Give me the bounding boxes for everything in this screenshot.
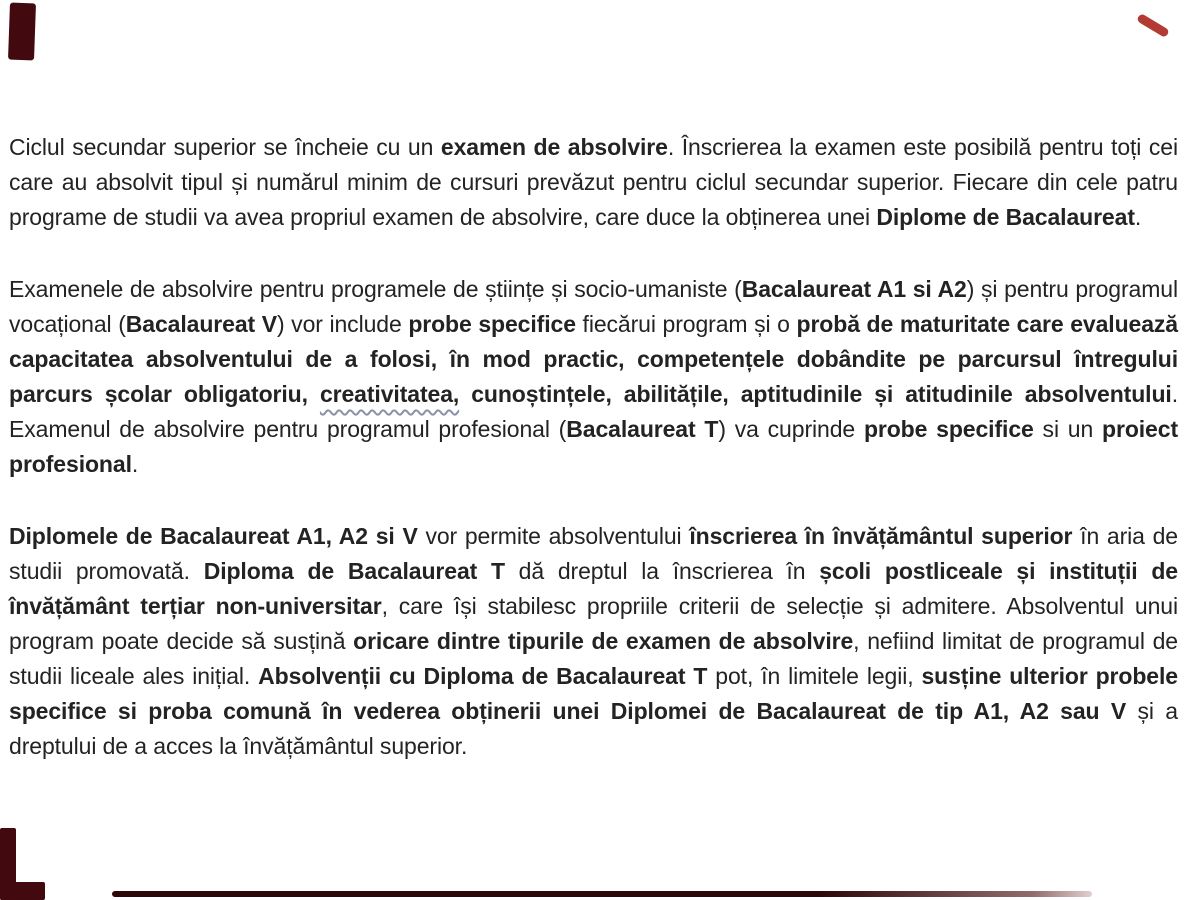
body-text: . (131, 451, 139, 477)
bold-text: Diploma de Bacalaureat T (203, 558, 505, 584)
wavy-underlined-text: creativitatea, (319, 381, 460, 407)
body-text: vor permite absolventului (417, 523, 690, 549)
document-body (9, 130, 1178, 764)
body-text: Examenele de absolvire pentru programele de științe și socio-umaniste ( (9, 276, 742, 302)
body-text: . (1134, 204, 1142, 230)
bold-text: examen de absolvire (440, 134, 668, 160)
bold-text: Bacalaureat A1 si A2 (741, 276, 967, 302)
bold-text: Diplome de Bacalaureat (876, 204, 1135, 230)
body-text: ) va cuprinde (718, 416, 864, 442)
body-text: . Examenul de absolvire pentru programul profesional ( (9, 381, 1178, 442)
body-text: ) și pentru programul vocațional ( (9, 276, 1178, 337)
bold-text: Diplomele de Bacalaureat A1, A2 si V (9, 523, 418, 549)
body-text: si un (1033, 416, 1103, 442)
body-text: în aria de studii promovată. (9, 523, 1179, 584)
body-text: pot, în limitele legii, (707, 663, 922, 689)
bold-text: probe specifice (408, 311, 576, 337)
scan-artifact-bottom-left-horizontal (0, 882, 45, 900)
bold-text: Bacalaureat T (566, 416, 719, 442)
body-text: și a dreptului de a acces la învățământul superior. (9, 698, 1178, 759)
paragraph-exam-content (9, 272, 1178, 482)
body-text: dă dreptul la înscrierea în (504, 558, 820, 584)
bold-text: Absolvenții cu Diploma de Bacalaureat T (258, 663, 708, 689)
bold-text: oricare dintre tipurile de examen de absolvire (353, 628, 854, 654)
body-text: . Înscrierea la examen este posibilă pentru toți cei care au absolvit tipul și numărul minim de cursuri prevăzut pentru ciclul secundar superior. Fiecare din cele patru programe de studii va avea propriul examen de absolvire, care duce la obținerea unei (9, 134, 1179, 230)
scan-artifact-bottom-edge-line (112, 891, 1092, 897)
scan-artifact-bottom-left-vertical (0, 828, 16, 900)
scan-artifact-top-right (1136, 13, 1170, 38)
body-text: ) vor include (276, 311, 409, 337)
paragraph-diploma-rights (9, 519, 1178, 764)
body-text: , nefiind limitat de programul de studii liceale ales inițial. (9, 628, 1178, 689)
bold-text: Bacalaureat V (125, 311, 277, 337)
scan-artifact-top-left (8, 3, 36, 61)
bold-text: probe specifice (863, 416, 1034, 442)
body-text: fiecărui program și o (575, 311, 797, 337)
bold-text: cunoștințele, abilitățile, aptitudinile și atitudinile absolventului (459, 381, 1172, 407)
bold-text: proiect profesional (9, 416, 1178, 477)
paragraph-graduation-exam (9, 130, 1178, 235)
bold-text: susține ulterior probele specifice si proba comună în vederea obținerii unei Diplomei de Bacalaureat de tip A1, A2 sau V (9, 663, 1178, 724)
body-text: Ciclul secundar superior se încheie cu un (9, 134, 441, 160)
bold-text: înscrierea în învățământul superior (689, 523, 1073, 549)
body-text: , care își stabilesc propriile criterii de selecție și admitere. Absolventul unui program poate decide să susțină (9, 593, 1178, 654)
bold-text: probă de maturitate care evaluează capacitatea absolventului de a folosi, în mod practic, competențele dobândite pe parcursul întregului parcurs școlar obligatoriu, (9, 311, 1179, 407)
bold-text: școli postliceale și instituții de învățământ terțiar non-universitar (9, 558, 1178, 619)
